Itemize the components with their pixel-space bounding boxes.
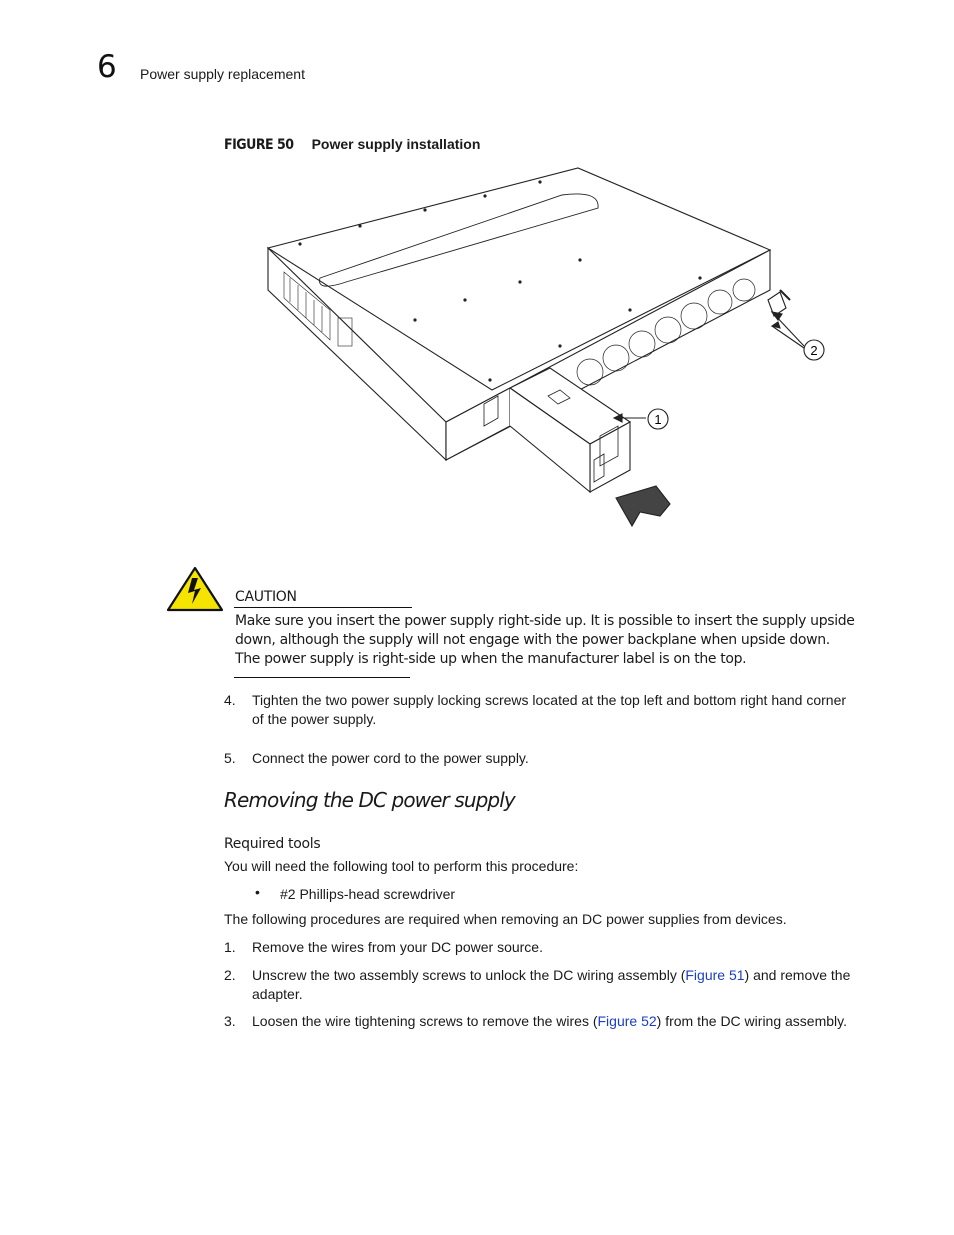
step-number: 4. — [224, 692, 236, 708]
step-text-pre: Loosen the wire tightening screws to remove the wires ( — [252, 1013, 598, 1029]
step-text: Connect the power cord to the power supply. — [252, 750, 529, 766]
step-text-pre: Unscrew the two assembly screws to unlock the DC wiring assembly ( — [252, 967, 686, 983]
figure-51-link[interactable]: Figure 51 — [685, 967, 745, 983]
step-number: 3. — [224, 1013, 236, 1029]
callout-2: 2 — [810, 343, 818, 358]
power-supply-installation-illustration — [260, 160, 818, 540]
bullet-icon: • — [255, 884, 260, 900]
caution-body: Make sure you insert the power supply right-side up. It is possible to insert the supply upside down, although the supply will not engage with the power backplane when upside down. The power supply is right-side up when the manufacturer label is on the top. — [235, 613, 855, 667]
section-heading: Removing the DC power supply — [224, 788, 515, 812]
figure-label: FIGURE 50 — [224, 137, 294, 153]
callout-1: 1 — [654, 412, 662, 427]
high-voltage-warning-icon — [166, 566, 224, 612]
intro-paragraph: You will need the following tool to perform this procedure: — [224, 858, 579, 874]
step-number: 1. — [224, 939, 236, 955]
subsection-heading: Required tools — [224, 836, 321, 852]
caution-divider-top — [234, 607, 412, 608]
step-text-post: ) from the DC wiring assembly. — [656, 1013, 847, 1029]
step-number: 5. — [224, 750, 236, 766]
step-number: 2. — [224, 967, 236, 983]
figure-caption — [224, 136, 480, 153]
step-text-post: ) and remove the adapter. — [252, 967, 851, 1002]
figure-52-link[interactable]: Figure 52 — [597, 1013, 657, 1029]
caution-divider-bottom — [234, 677, 410, 678]
step-text: Remove the wires from your DC power source. — [252, 939, 543, 955]
figure-title: Power supply installation — [311, 136, 481, 152]
step-text — [252, 966, 860, 1004]
step-text — [252, 1012, 860, 1031]
chapter-title: Power supply replacement — [140, 66, 305, 82]
chapter-number: 6 — [97, 49, 117, 85]
bullet-item: #2 Phillips-head screwdriver — [280, 886, 456, 902]
procedures-paragraph: The following procedures are required when removing an DC power supplies from devices. — [224, 911, 787, 927]
caution-heading: CAUTION — [235, 589, 297, 605]
step-text: Tighten the two power supply locking screws located at the top left and bottom right hand corner of the power supply. — [252, 692, 847, 727]
